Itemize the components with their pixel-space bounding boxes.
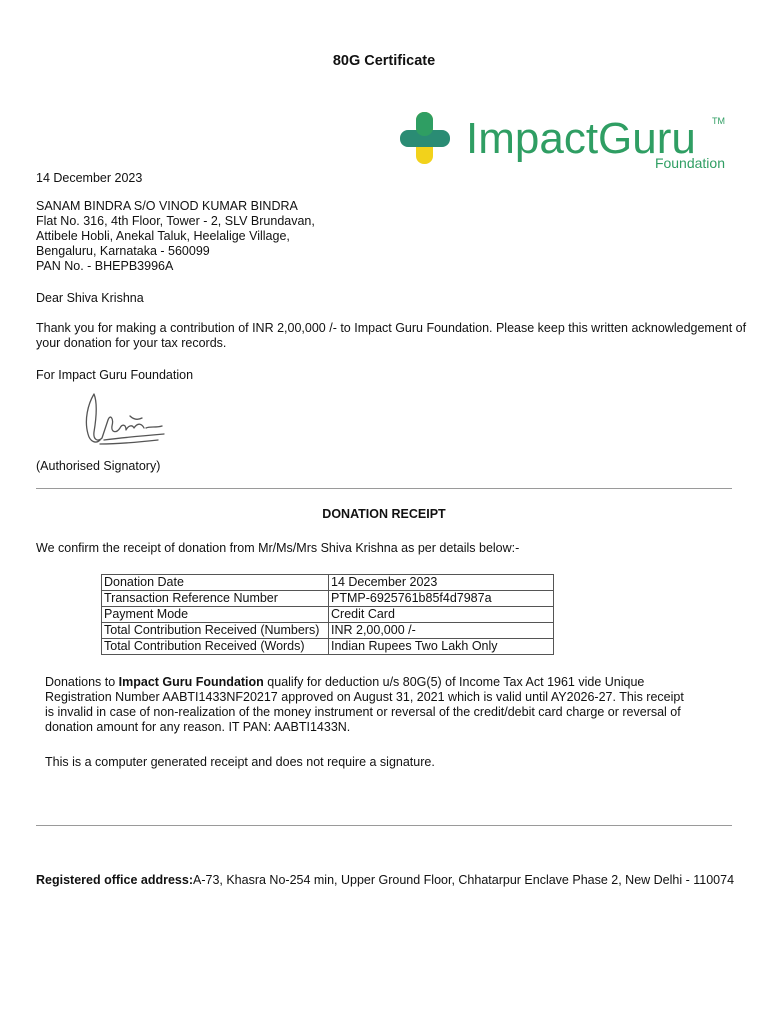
address-line: Bengaluru, Karnataka - 560099 [36,244,210,258]
for-organization: For Impact Guru Foundation [36,368,194,382]
table-row [102,575,554,591]
logo-subtitle: Foundation [654,155,725,171]
computer-generated-note: This is a computer generated receipt and does not require a signature. [45,755,435,769]
note-organization: Impact Guru Foundation [118,675,264,689]
divider [36,488,732,489]
logo-tm: TM [712,116,725,126]
table-row [102,607,554,623]
receipt-title: DONATION RECEIPT [322,507,446,521]
row-label: Donation Date [102,575,329,591]
impactguru-logo [400,112,735,174]
donation-details-table [101,574,554,655]
row-label: Total Contribution Received (Words) [102,639,329,655]
table-row [102,591,554,607]
row-value: 14 December 2023 [329,575,554,591]
authorised-signatory-label: (Authorised Signatory) [36,459,161,473]
note-prefix: Donations to [45,675,119,689]
table-row [102,639,554,655]
pan-line: PAN No. - BHEPB3996A [36,259,174,273]
registered-office-label: Registered office address: [36,873,193,887]
certificate-title: 80G Certificate [332,53,436,69]
registered-office-address: A-73, Khasra No-254 min, Upper Ground Floor, Chhatarpur Enclave Phase 2, New Delhi - 110074 [193,873,735,887]
row-value: Indian Rupees Two Lakh Only [329,639,554,655]
divider [36,825,732,826]
row-value: Credit Card [329,607,554,623]
note-body: qualify for deduction u/s 80G(5) of Income Tax Act 1961 vide Unique Registration Number AABTI1433NF20217 approved on August 31, 2021 which is valid until AY2026-27. This receipt is invalid in case of non-realization of the money instrument or reversal of the credit/debit card charge or reversal of donation amount for any reason. IT PAN: AABTI1433N. [45,675,684,734]
logo-wordmark: ImpactGuru [466,114,696,163]
thank-you-paragraph: Thank you for making a contribution of INR 2,00,000 /- to Impact Guru Foundation. Please keep this written acknowledgement of your donation for your tax records. [36,321,747,350]
tax-deduction-note [45,675,685,735]
registered-office [36,873,736,888]
address-line: Flat No. 316, 4th Floor, Tower - 2, SLV Brundavan, [36,214,315,228]
row-label: Transaction Reference Number [102,591,329,607]
address-line: SANAM BINDRA S/O VINOD KUMAR BINDRA [36,199,298,213]
row-value: INR 2,00,000 /- [329,623,554,639]
greeting: Dear Shiva Krishna [36,291,144,305]
row-value: PTMP-6925761b85f4d7987a [329,591,554,607]
address-line: Attibele Hobli, Anekal Taluk, Heelalige Village, [36,229,290,243]
letter-date: 14 December 2023 [36,171,143,185]
recipient-address [36,199,315,274]
signature-image [80,390,170,450]
receipt-confirmation: We confirm the receipt of donation from Mr/Ms/Mrs Shiva Krishna as per details below:- [36,541,520,555]
table-row [102,623,554,639]
row-label: Total Contribution Received (Numbers) [102,623,329,639]
row-label: Payment Mode [102,607,329,623]
